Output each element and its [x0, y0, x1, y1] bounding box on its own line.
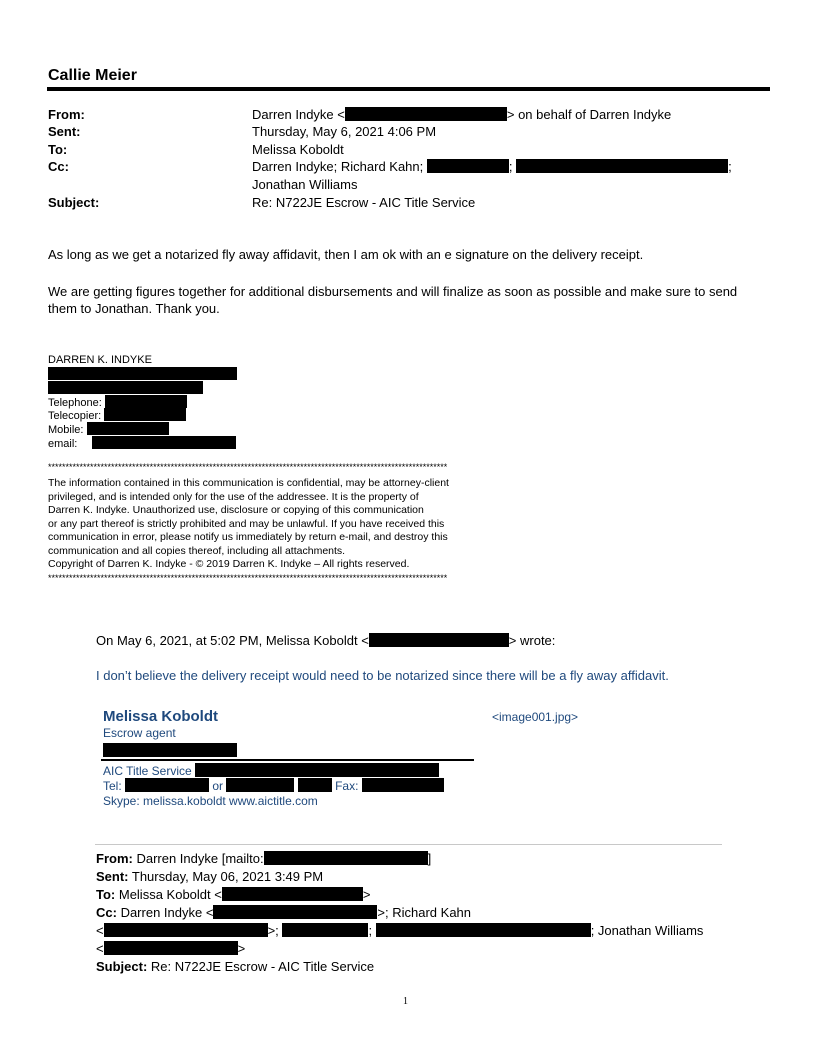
disclaimer-line: communication in error, please notify us immediately by return e-mail, and destroy this — [48, 531, 448, 543]
redaction-block — [87, 422, 169, 435]
tel-line — [103, 778, 444, 793]
disclaimer-line: Darren K. Indyke. Unauthorized use, disclosure or copying of this communication — [48, 504, 424, 516]
sent-value: Thursday, May 6, 2021 4:06 PM — [252, 124, 437, 139]
telecopier-line — [48, 408, 186, 423]
cc-value — [252, 159, 732, 174]
fwd-sent-value: Thursday, May 06, 2021 3:49 PM — [128, 869, 324, 884]
telecopier-label: Telecopier: — [48, 410, 102, 422]
redaction-block — [298, 778, 332, 792]
subject-label: Subject: — [48, 195, 100, 210]
fwd-from-line — [96, 851, 431, 866]
redaction-block — [213, 905, 377, 919]
redaction-block — [362, 778, 444, 792]
fwd-cc-mid: >; Richard Kahn — [377, 905, 472, 920]
header-rule — [47, 87, 770, 91]
disclaimer-line: Copyright of Darren K. Indyke - © 2019 Darren K. Indyke – All rights reserved. — [48, 558, 410, 570]
redaction-block — [92, 436, 236, 449]
redaction-block — [222, 887, 363, 901]
fwd-cc-c: ; Jonathan Williams — [590, 923, 704, 938]
image-placeholder: <image001.jpg> — [492, 710, 579, 724]
quoted-signature-name: Melissa Koboldt — [103, 708, 219, 725]
fwd-from-close: ] — [427, 851, 432, 866]
mobile-line — [48, 422, 169, 437]
fwd-cc-line — [96, 905, 471, 920]
body-paragraph-2-line-1: We are getting figures together for additional disbursements and will finalize as soon as possible and make sure to send — [48, 284, 738, 299]
email-line — [48, 436, 236, 451]
fwd-cc-close-2: > — [237, 941, 246, 956]
redaction-block — [427, 159, 509, 173]
body-paragraph-2-line-2: them to Jonathan. Thank you. — [48, 301, 220, 316]
quoted-signature-title: Escrow agent — [103, 726, 176, 740]
fwd-subject-line — [96, 959, 374, 974]
redaction-block — [105, 395, 187, 408]
fwd-subject-value: Re: N722JE Escrow - AIC Title Service — [147, 959, 375, 974]
to-value: Melissa Koboldt — [252, 142, 344, 157]
fwd-cc-value: Darren Indyke < — [116, 905, 214, 920]
disclaimer-line: privileged, and is intended only for the use of the addressee. It is the property of — [48, 490, 419, 503]
quoted-wrote-post: > wrote: — [508, 633, 556, 648]
fwd-cc-line-2 — [96, 923, 703, 938]
from-label: From: — [48, 107, 85, 122]
fwd-cc-a: >; — [267, 923, 279, 938]
sent-label: Sent: — [48, 124, 81, 139]
fwd-from-value: Darren Indyke [mailto: — [132, 851, 264, 866]
fwd-cc-open: < — [96, 923, 104, 938]
redaction-block — [226, 778, 294, 792]
fwd-cc-label: Cc: — [96, 905, 117, 920]
quoted-wrote-pre: On May 6, 2021, at 5:02 PM, Melissa Koboldt < — [96, 633, 369, 648]
disclaimer-text — [48, 477, 449, 572]
disclaimer-stars-bottom: ****************************************************************************************************************** — [48, 573, 448, 583]
forward-divider — [95, 844, 722, 845]
disclaimer-stars-top: ****************************************************************************************************************** — [48, 462, 448, 472]
fwd-from-label: From: — [96, 851, 133, 866]
redaction-block — [125, 778, 209, 792]
fwd-to-close: > — [362, 887, 371, 902]
fwd-subject-label: Subject: — [96, 959, 148, 974]
fax-label: Fax: — [335, 779, 359, 793]
tel-label: Tel: — [103, 779, 122, 793]
signature-divider — [101, 759, 474, 761]
fwd-to-line — [96, 887, 370, 902]
from-value-post: > on behalf of Darren Indyke — [506, 107, 672, 122]
disclaimer-line: communication and all copies thereof, including all attachments. — [48, 544, 346, 557]
fwd-sent-line — [96, 869, 323, 884]
fwd-to-label: To: — [96, 887, 116, 902]
redaction-block — [282, 923, 368, 937]
redaction-block — [264, 851, 428, 865]
redaction-block — [48, 381, 203, 394]
redaction-block — [104, 941, 238, 955]
cc-label: Cc: — [48, 159, 69, 174]
subject-value: Re: N722JE Escrow - AIC Title Service — [252, 195, 476, 210]
email-label: email: — [48, 438, 78, 450]
quoted-message: I don’t believe the delivery receipt would need to be notarized since there will be a fly away affidavit. — [96, 668, 669, 683]
redaction-block — [103, 743, 237, 757]
or-label: or — [212, 779, 224, 793]
disclaimer-line: or any part thereof is strictly prohibited and may be unlawful. If you have received this — [48, 517, 445, 530]
mobile-label: Mobile: — [48, 424, 84, 436]
redaction-block — [104, 923, 268, 937]
redaction-block — [195, 763, 439, 777]
to-label: To: — [48, 142, 68, 157]
document-owner-name: Callie Meier — [48, 67, 137, 84]
redaction-block — [48, 367, 237, 380]
fwd-sent-label: Sent: — [96, 869, 129, 884]
fwd-cc-open-2: < — [96, 941, 104, 956]
cc-sep: ; — [728, 159, 732, 174]
fwd-cc-line-3 — [96, 941, 245, 956]
quoted-wrote-line — [96, 632, 555, 649]
body-paragraph-1: As long as we get a notarized fly away affidavit, then I am ok with an e signature on the delivery receipt. — [48, 247, 644, 262]
page-number: 1 — [403, 996, 408, 1007]
cc-value-line2: Jonathan Williams — [252, 177, 358, 192]
company-line — [103, 763, 439, 778]
disclaimer-line: The information contained in this communication is confidential, may be attorney-client — [48, 477, 449, 489]
telephone-label: Telephone: — [48, 397, 102, 409]
from-value — [252, 107, 671, 122]
from-value-pre: Darren Indyke < — [252, 107, 345, 122]
company-name: AIC Title Service — [103, 764, 192, 778]
cc-value-pre: Darren Indyke; Richard Kahn; — [252, 159, 424, 174]
skype-line: Skype: melissa.koboldt www.aictitle.com — [103, 794, 318, 808]
redaction-block — [345, 107, 507, 121]
fwd-to-value: Melissa Koboldt < — [115, 887, 222, 902]
redaction-block — [376, 923, 591, 937]
fwd-cc-b: ; — [368, 923, 373, 938]
cc-sep: ; — [508, 159, 513, 174]
signature-name: DARREN K. INDYKE — [48, 354, 152, 366]
redaction-block — [516, 159, 728, 173]
redaction-block — [369, 633, 509, 647]
redaction-block — [104, 408, 186, 421]
